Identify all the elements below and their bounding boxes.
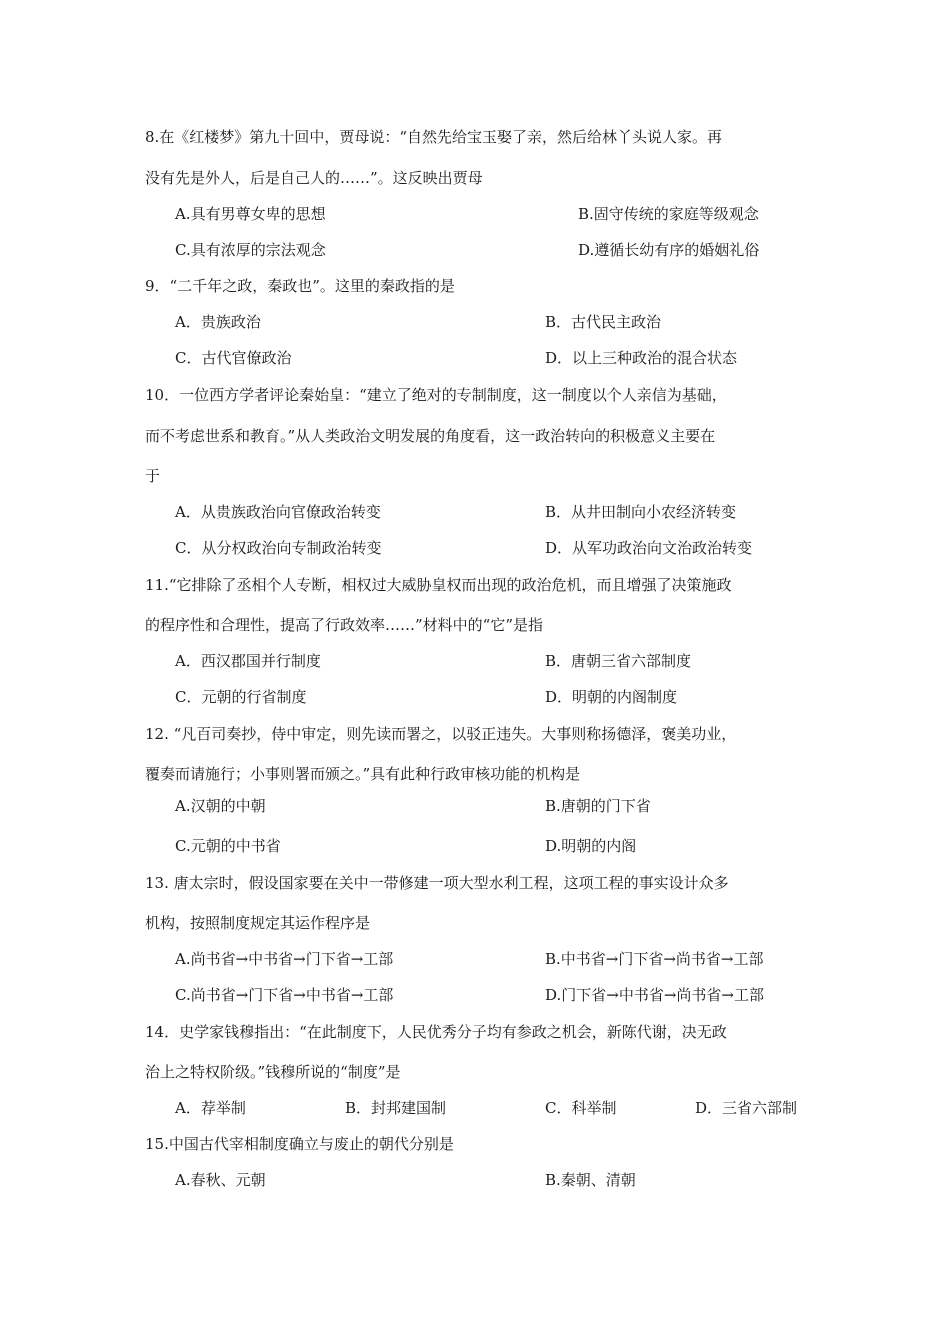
question-13-option-b: B.中书省→门下省→尚书省→工部 <box>545 950 764 968</box>
question-10-option-c: C．从分权政治向专制政治转变 <box>175 539 382 557</box>
question-9-option-b: B．古代民主政治 <box>545 313 662 331</box>
question-14-line-1: 14．史学家钱穆指出：“在此制度下，人民优秀分子均有参政之机会，新陈代谢，决无政 <box>145 1023 727 1041</box>
question-9-option-c: C．古代官僚政治 <box>175 349 292 367</box>
question-11-option-a: A．西汉郡国并行制度 <box>175 652 321 670</box>
question-11-line-1: 11.“它排除了丞相个人专断，相权过大威胁皇权而出现的政治危机，而且增强了决策施政 <box>145 576 732 594</box>
question-8-option-a: A.具有男尊女卑的思想 <box>175 205 326 223</box>
question-13-line-2: 机构，按照制度规定其运作程序是 <box>145 914 371 932</box>
question-11-line-2: 的程序性和合理性，提高了行政效率……”材料中的“它”是指 <box>145 616 544 634</box>
question-14-option-a: A．荐举制 <box>175 1099 246 1117</box>
question-12-line-1: 12. “凡百司奏抄，侍中审定，则先读而署之，以驳正违失。大事则称扬德泽，褒美功业， <box>145 725 737 743</box>
question-13-option-a: A.尚书省→中书省→门下省→工部 <box>175 950 394 968</box>
question-10-option-d: D．从军功政治向文治政治转变 <box>545 539 753 557</box>
question-12-option-b: B.唐朝的门下省 <box>545 797 651 815</box>
question-9-line-1: 9．“二千年之政，秦政也”。这里的秦政指的是 <box>145 277 455 295</box>
question-13-option-c: C.尚书省→门下省→中书省→工部 <box>175 986 394 1004</box>
question-10-option-a: A．从贵族政治向官僚政治转变 <box>175 503 381 521</box>
question-11-option-b: B．唐朝三省六部制度 <box>545 652 692 670</box>
question-14-option-d: D．三省六部制 <box>695 1099 798 1117</box>
question-12-option-a: A.汉朝的中朝 <box>175 797 266 815</box>
question-15-option-b: B.秦朝、清朝 <box>545 1171 636 1189</box>
question-15-line-1: 15.中国古代宰相制度确立与废止的朝代分别是 <box>145 1135 454 1153</box>
question-14-option-c: C．科举制 <box>545 1099 617 1117</box>
question-8-option-b: B.固守传统的家庭等级观念 <box>578 205 759 223</box>
question-10-option-b: B．从井田制向小农经济转变 <box>545 503 737 521</box>
question-8-option-d: D.遵循长幼有序的婚姻礼俗 <box>578 241 760 259</box>
question-11-option-d: D．明朝的内阁制度 <box>545 688 678 706</box>
question-12-option-c: C.元朝的中书省 <box>175 837 281 855</box>
question-8-line-1: 8.在《红楼梦》第九十回中，贾母说：“自然先给宝玉娶了亲，然后给林丫头说人家。再 <box>145 128 722 146</box>
question-9-option-a: A．贵族政治 <box>175 313 261 331</box>
question-10-line-3: 于 <box>145 467 161 485</box>
question-14-line-2: 治上之特权阶级。”钱穆所说的“制度”是 <box>145 1063 401 1081</box>
question-15-option-a: A.春秋、元朝 <box>175 1171 266 1189</box>
question-8-line-2: 没有先是外人，后是自己人的……”。这反映出贾母 <box>145 169 483 187</box>
question-10-line-1: 10．一位西方学者评论秦始皇：“建立了绝对的专制制度，这一制度以个人亲信为基础， <box>145 386 727 404</box>
question-12-option-d: D.明朝的内阁 <box>545 837 637 855</box>
question-13-line-1: 13. 唐太宗时，假设国家要在关中一带修建一项大型水利工程，这项工程的事实设计众多 <box>145 874 729 892</box>
question-14-option-b: B．封邦建国制 <box>345 1099 447 1117</box>
question-9-option-d: D．以上三种政治的混合状态 <box>545 349 738 367</box>
question-11-option-c: C．元朝的行省制度 <box>175 688 307 706</box>
question-12-line-2: 覆奏而请施行；小事则署而颁之。”具有此种行政审核功能的机构是 <box>145 765 581 783</box>
question-10-line-2: 而不考虑世系和教育。”从人类政治文明发展的角度看，这一政治转向的积极意义主要在 <box>145 427 716 445</box>
question-13-option-d: D.门下省→中书省→尚书省→工部 <box>545 986 764 1004</box>
question-8-option-c: C.具有浓厚的宗法观念 <box>175 241 326 259</box>
